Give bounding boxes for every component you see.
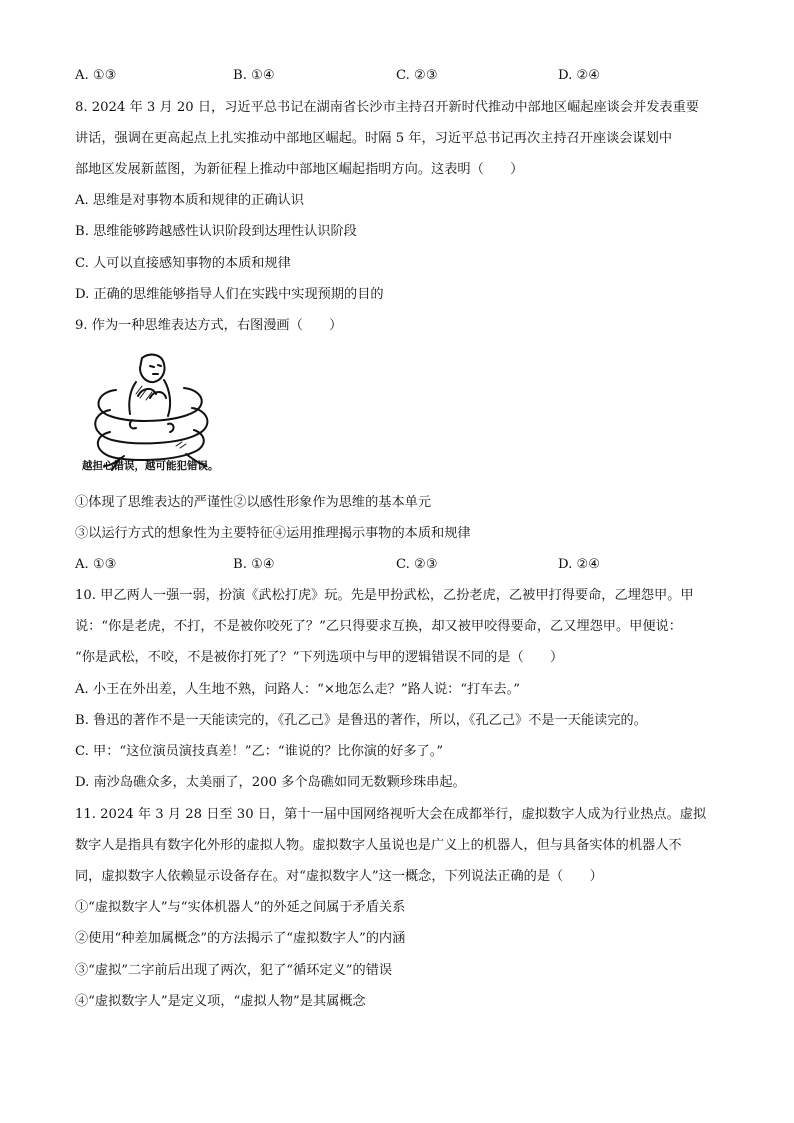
q8-option-a: A. 思维是对事物本质和规律的正确认识 [75,193,304,208]
q7-option-c: C. ②③ [396,68,438,83]
cartoon-caption: 越担心错误，越可能犯错误。 [82,460,219,472]
q8-stem-line-2: 讲话，强调在更高起点上扎实推动中部地区崛起。时隔 5 年，习近平总书记再次主持召开座谈会谋划中 [75,131,673,146]
q9-stem: 9. 作为一种思维表达方式，右图漫画（ ） [75,318,343,333]
q11-item-3: ③“虚拟”二字前后出现了两次，犯了“循环定义”的错误 [75,963,393,978]
q10-stem-line-1: 10. 甲乙两人一强一弱，扮演《武松打虎》玩。先是甲扮武松，乙扮老虎，乙被甲打得要命，乙埋怨甲。甲 [75,588,694,603]
q11-item-2: ②使用“种差加属概念”的方法揭示了“虚拟数字人”的内涵 [75,931,406,946]
q9-option-b: B. ①④ [233,557,275,572]
q10-option-a: A. 小王在外出差，人生地不熟，问路人：“×地怎么走？”路人说：“打车去。” [75,682,520,697]
q11-item-4: ④“虚拟数字人”是定义项，“虚拟人物”是其属概念 [75,994,366,1009]
q10-option-c: C. 甲：“这位演员演技真差！”乙：“谁说的？比你演的好多了。” [75,744,444,759]
q9-option-d: D. ②④ [558,557,601,572]
q10-stem-line-2: 说：“你是老虎，不打，不是被你咬死了？”乙只得要求互换，却又被甲咬得要命，乙又埋怨甲。甲便说： [75,619,682,634]
q10-option-b: B. 鲁迅的著作不是一天能读完的，《孔乙己》是鲁迅的著作，所以，《孔乙己》不是一天能读完的。 [75,713,647,728]
q8-option-b: B. 思维能够跨越感性认识阶段到达理性认识阶段 [75,224,357,239]
q10-option-d: D. 南沙岛礁众多，太美丽了，200 多个岛礁如同无数颗珍珠串起。 [75,775,466,790]
q9-item-line-2: ③以运行方式的想象性为主要特征④运用推理揭示事物的本质和规律 [75,526,471,541]
q11-stem-line-1: 11. 2024 年 3 月 28 日至 30 日，第十一届中国网络视听大会在成都举行，虚拟数字人成为行业热点。虚拟 [75,807,707,822]
q11-stem-line-3: 同，虚拟数字人依赖显示设备存在。对“虚拟数字人”这一概念，下列说法正确的是（ ） [75,869,603,884]
q8-option-c: C. 人可以直接感知事物的本质和规律 [75,256,291,271]
q9-item-line-1: ①体现了思维表达的严谨性②以感性形象作为思维的基本单元 [75,495,432,510]
q11-item-1: ①“虚拟数字人”与“实体机器人”的外延之间属于矛盾关系 [75,900,406,915]
q9-option-c: C. ②③ [396,557,438,572]
q7-option-b: B. ①④ [233,68,275,83]
q8-stem-line-3: 部地区发展新蓝图，为新征程上推动中部地区崛起指明方向。这表明（ ） [75,162,524,177]
q11-stem-line-2: 数字人是指具有数字化外形的虚拟人物。虚拟数字人虽说也是广义上的机器人，但与具备实体的机器人不 [75,838,682,853]
q8-stem-line-1: 8. 2024 年 3 月 20 日，习近平总书记在湖南省长沙市主持召开新时代推动中部地区崛起座谈会并发表重要 [75,100,699,115]
q7-option-d: D. ②④ [558,68,601,83]
q8-option-d: D. 正确的思维能够指导人们在实践中实现预期的目的 [75,287,384,302]
q9-option-a: A. ①③ [75,557,117,572]
q7-option-a: A. ①③ [75,68,117,83]
cartoon-illustration [76,350,246,475]
q10-stem-line-3: “你是武松，不咬，不是被你打死了？”下列选项中与甲的逻辑错误不同的是（ ） [75,650,564,665]
